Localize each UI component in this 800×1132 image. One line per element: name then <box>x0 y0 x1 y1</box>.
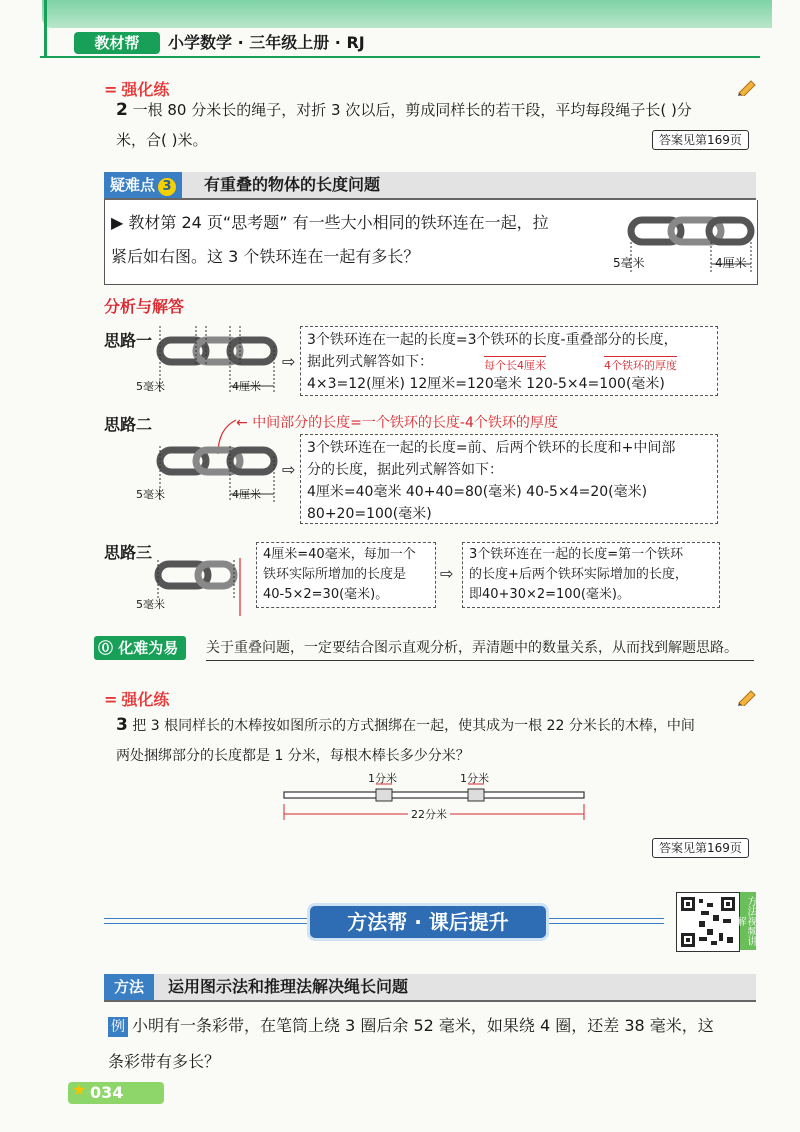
book-label: 教材帮 <box>74 32 160 54</box>
example-tag: 例 <box>108 1017 128 1037</box>
section-title: 有重叠的物体的长度问题 <box>204 175 381 194</box>
chain-diagram-way2 <box>154 416 284 506</box>
question-line: 米，合( )米。 <box>116 131 208 149</box>
label-4cm: 4厘米 <box>232 488 261 501</box>
explanation-line: 据此列式解答如下： <box>307 354 433 370</box>
way-1-label: 思路一 <box>104 331 153 350</box>
way-3-label: 思路三 <box>104 543 153 562</box>
explanation-line: 40-5×2=30(毫米)。 <box>263 587 389 602</box>
question-number: 3 <box>116 715 128 735</box>
explanation-line: 4厘米=40毫米 40+40=80(毫米) 40-5×4=20(毫米) <box>307 484 648 500</box>
tip-underline <box>206 660 754 661</box>
example-question <box>108 1008 756 1080</box>
explanation-line: 铁环实际所增加的长度是 <box>263 567 407 582</box>
explanation-line: 即40+30×2=100(毫米)。 <box>469 587 630 602</box>
question-line: 一根 80 分米长的绳子，对折 3 次以后，剪成同样长的若干段，平均每段绳子长( )分 <box>132 101 692 119</box>
label-5mm: 5毫米 <box>136 488 165 501</box>
way-2-explanation <box>300 434 718 524</box>
question-line: 紧后如右图。这 3 个铁环连在一起有多长？ <box>111 247 420 266</box>
explanation-line: 的长度+后两个铁环实际增加的长度， <box>469 567 688 582</box>
arrow-icon: ⇨ <box>440 564 454 583</box>
section-header-difficulty <box>104 172 756 200</box>
method-banner: 方法帮 · 课后提升 <box>310 906 546 938</box>
label-1dm-right: 1分米 <box>460 772 489 785</box>
callout-middle: ← 中间部分的长度=一个铁环的长度-4个铁环的厚度 <box>236 415 558 431</box>
explanation-line: 3个铁环连在一起的长度=第一个铁环 <box>469 547 684 562</box>
label-5mm: 5毫米 <box>136 380 165 393</box>
question-line: 条彩带有多长？ <box>108 1052 221 1071</box>
header-edge <box>44 0 47 58</box>
chain-diagram-way3 <box>150 540 250 620</box>
page-number: 034 <box>90 1083 124 1102</box>
tip-row <box>94 636 758 660</box>
section-header-method <box>104 974 756 1002</box>
practice-tag-1: = 强化练 <box>104 80 170 99</box>
analysis-heading: 分析与解答 <box>104 297 185 316</box>
tip-text: 关于重叠问题，一定要结合图示直观分析，弄清题中的数量关系，从而找到解题思路。 <box>206 640 738 656</box>
question-line: ▶ 教材第 24 页“思考题” 有一些大小相同的铁环连在一起，拉 <box>111 213 549 232</box>
star-icon: ★ <box>72 1080 87 1099</box>
difficulty-badge: 疑难点 3 <box>104 172 182 198</box>
page-header <box>0 0 800 58</box>
label-4cm: 4厘米 <box>715 256 747 270</box>
textbook-question-box <box>104 200 758 285</box>
header-strip <box>42 0 772 28</box>
book-title: 小学数学 · 三年级上册 · RJ <box>168 33 365 52</box>
arrow-icon: ⇨ <box>282 352 296 371</box>
arrow-icon: ⇨ <box>282 460 296 479</box>
answer-reference: 答案见第169页 <box>652 130 749 150</box>
question-line: 小明有一条彩带，在笔筒上绕 3 圈后余 52 毫米，如果绕 4 圈，还差 38 毫米，这 <box>132 1016 714 1035</box>
answer-reference: 答案见第169页 <box>652 838 749 858</box>
explanation-line: 4厘米=40毫米，每加一个 <box>263 547 416 562</box>
label-5mm: 5毫米 <box>136 598 165 611</box>
practice-tag-2: = 强化练 <box>104 690 170 709</box>
label-22dm: 22分米 <box>408 806 450 822</box>
header-rule <box>40 56 760 58</box>
method-badge: 方法 <box>104 974 154 1000</box>
video-side-label: 方法视频讲解 <box>740 892 756 950</box>
label-1dm-left: 1分米 <box>368 772 397 785</box>
way-2-label: 思路二 <box>104 415 153 434</box>
explanation-line: 分的长度，据此列式解答如下： <box>307 462 503 478</box>
label-4cm: 4厘米 <box>232 380 261 393</box>
explanation-line: 80+20=100(毫米) <box>307 506 432 522</box>
pencil-icon <box>736 688 758 710</box>
question-line: 两处捆绑部分的长度都是 1 分米，每根木棒长多少分米？ <box>116 748 470 764</box>
label-5mm: 5毫米 <box>613 256 645 270</box>
question-line: 把 3 根同样长的木棒按如图所示的方式捆绑在一起，使其成为一根 22 分米长的木棒，中间 <box>132 718 695 734</box>
qr-code-icon[interactable] <box>676 892 740 952</box>
explanation-line: 4×3=12(厘米) 12厘米=120毫米 120-5×4=100(毫米) <box>307 376 665 392</box>
page-number-badge <box>68 1082 164 1104</box>
section-title: 运用图示法和推理法解决绳长问题 <box>168 977 409 996</box>
note-thickness: 4个铁环的厚度 <box>604 356 677 373</box>
question-number: 2 <box>116 100 128 120</box>
explanation-line: 3个铁环连在一起的长度=前、后两个铁环的长度和+中间部 <box>307 440 676 456</box>
note-each-4cm: 每个长4厘米 <box>484 356 546 373</box>
tip-badge: ⓪ 化难为易 <box>94 636 186 660</box>
way-3-box-2 <box>462 542 720 608</box>
practice-question-2 <box>116 710 756 771</box>
way-3-box-1 <box>256 542 436 608</box>
chain-diagram-way1 <box>154 326 284 396</box>
explanation-line: 3个铁环连在一起的长度=3个铁环的长度-重叠部分的长度， <box>307 332 678 348</box>
